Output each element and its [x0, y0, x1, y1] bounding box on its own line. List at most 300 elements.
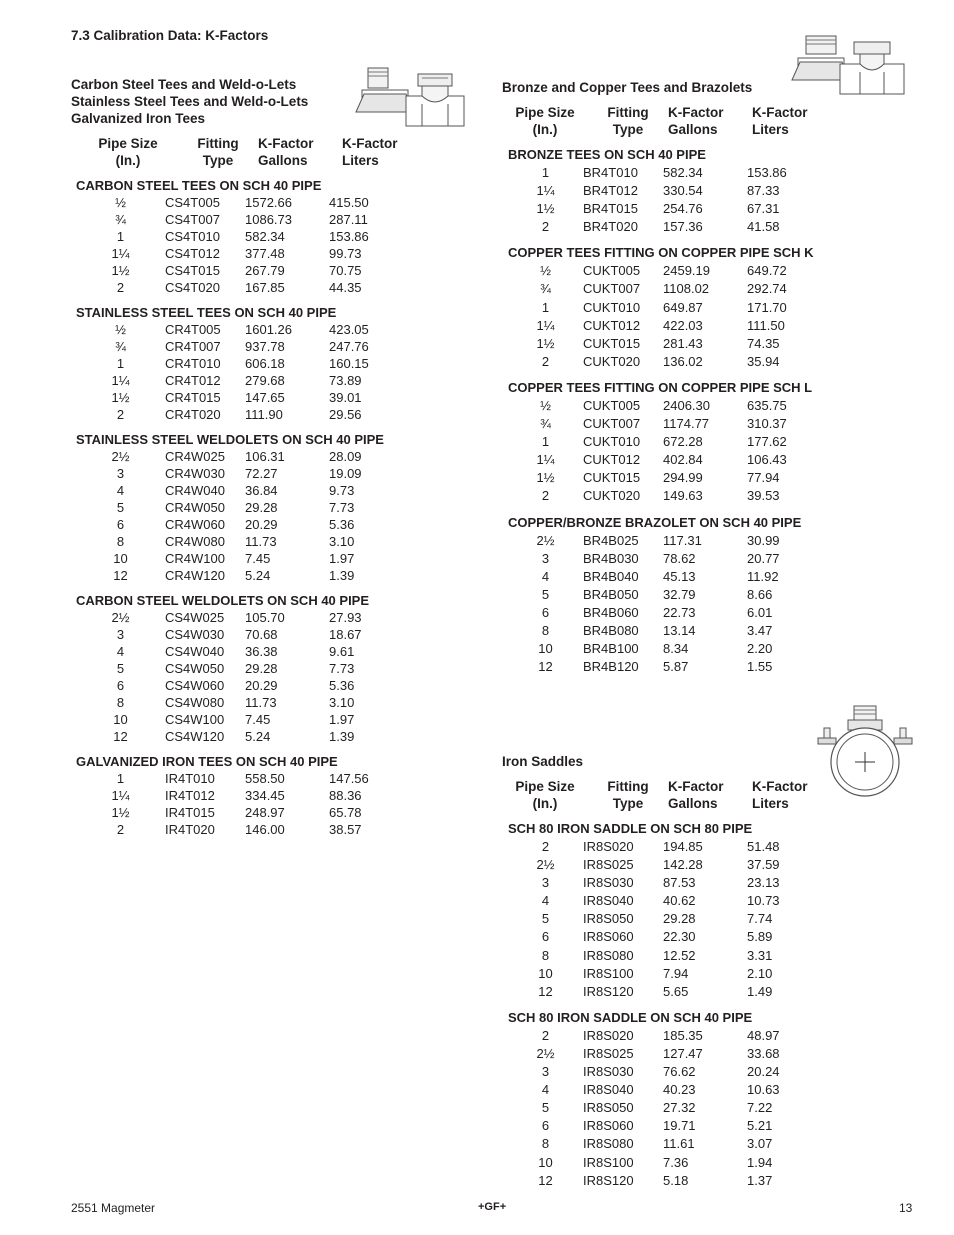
k-factor-liters-cell: 10.63: [747, 1082, 780, 1098]
k-factor-liters-cell: 1.94: [747, 1154, 773, 1170]
pipe-size-cell: 5: [541, 911, 550, 927]
pipe-size-cell: 1½: [111, 390, 130, 405]
k-factor-liters-cell: 73.89: [329, 373, 362, 388]
fitting-type-cell: CR4W060: [165, 517, 225, 532]
pipe-size-cell: ½: [115, 322, 126, 337]
k-factor-liters-cell: 33.68: [747, 1045, 780, 1061]
fitting-type-cell: CR4W100: [165, 551, 225, 566]
k-factor-liters-cell: 1.55: [747, 659, 773, 675]
column-header-line: Gallons: [668, 796, 718, 811]
fitting-type-cell: BR4T010: [583, 165, 638, 180]
pipe-size-cell: 1¼: [536, 452, 555, 468]
k-factor-liters-cell: 3.07: [747, 1136, 773, 1152]
table-group: [71, 431, 511, 584]
table-group: [71, 592, 511, 745]
table-row: [76, 499, 511, 516]
k-factor-gallons-cell: 40.23: [663, 1082, 696, 1098]
column-header-line: Fitting: [607, 779, 649, 794]
column-header: [78, 135, 178, 169]
iron-saddle-illustration: [814, 704, 914, 798]
table-row: [76, 533, 511, 550]
column-header-line: Liters: [342, 153, 379, 168]
table-row: [508, 1099, 942, 1117]
column-header: [588, 104, 668, 138]
pipe-size-cell: 2: [116, 280, 125, 295]
k-factor-gallons-cell: 27.32: [663, 1100, 696, 1116]
fitting-type-cell: CUKT010: [583, 434, 641, 450]
k-factor-gallons-cell: 7.94: [663, 965, 689, 981]
fitting-type-cell: IR8S100: [583, 1154, 634, 1170]
k-factor-gallons-cell: 402.84: [663, 452, 703, 468]
fitting-type-cell: CR4T005: [165, 322, 221, 337]
table-row: [508, 604, 942, 622]
fitting-type-cell: CUKT007: [583, 281, 641, 297]
pipe-size-cell: 2½: [536, 532, 555, 548]
table-group: [502, 244, 942, 371]
pipe-size-cell: 2½: [111, 449, 130, 464]
pipe-size-cell: 1: [541, 299, 550, 315]
fitting-type-cell: CS4T012: [165, 246, 220, 261]
table-row: [508, 280, 942, 298]
pipe-size-cell: 1: [116, 229, 125, 244]
fitting-type-cell: IR8S040: [583, 1082, 634, 1098]
column-header-line: Gallons: [258, 153, 308, 168]
column-header-line: K-Factor: [342, 136, 398, 151]
k-factor-gallons-cell: 142.28: [663, 857, 703, 873]
k-factor-liters-cell: 65.78: [329, 805, 362, 820]
fitting-type-cell: IR8S025: [583, 857, 634, 873]
column-header: [752, 104, 836, 138]
k-factor-gallons-cell: 582.34: [663, 165, 703, 180]
k-factor-gallons-cell: 167.85: [245, 280, 285, 295]
fitting-type-cell: CR4T012: [165, 373, 221, 388]
fitting-type-cell: IR4T020: [165, 822, 215, 837]
column-header: [668, 778, 752, 812]
k-factor-gallons-cell: 78.62: [663, 550, 696, 566]
k-factor-gallons-cell: 2406.30: [663, 397, 710, 413]
k-factor-gallons-cell: 7.45: [245, 551, 271, 566]
pipe-size-cell: 1½: [536, 201, 555, 217]
k-factor-liters-cell: 11.92: [747, 568, 779, 584]
table-row: [508, 164, 942, 182]
k-factor-liters-cell: 6.01: [747, 604, 773, 620]
table-row: [508, 200, 942, 218]
k-factor-liters-cell: 87.33: [747, 183, 780, 199]
k-factor-liters-cell: 7.73: [329, 661, 355, 676]
k-factor-liters-cell: 74.35: [747, 335, 780, 351]
pipe-size-cell: 8: [541, 1136, 550, 1152]
k-factor-liters-cell: 10.73: [747, 893, 780, 909]
footer-model: 2551 Magmeter: [71, 1201, 156, 1215]
group-title: STAINLESS STEEL TEES ON SCH 40 PIPE: [76, 305, 337, 320]
k-factor-gallons-cell: 582.34: [245, 229, 285, 244]
k-factor-liters-cell: 177.62: [747, 434, 787, 450]
footer-logo: +GF+: [478, 1201, 507, 1213]
table-row: [76, 389, 511, 406]
table-row: [76, 821, 511, 838]
fitting-type-cell: BR4B030: [583, 550, 639, 566]
table-row: [76, 338, 511, 355]
pipe-size-cell: 2: [541, 839, 550, 854]
k-factor-gallons-cell: 36.84: [245, 483, 278, 498]
pipe-size-cell: 3: [541, 1064, 550, 1080]
table-row: [508, 469, 942, 487]
k-factor-liters-cell: 67.31: [747, 201, 780, 217]
column-header: [502, 104, 588, 138]
k-factor-gallons-cell: 70.68: [245, 627, 278, 642]
k-factor-gallons-cell: 45.13: [663, 568, 696, 584]
k-factor-liters-cell: 153.86: [747, 165, 787, 180]
fitting-type-cell: CR4W050: [165, 500, 225, 515]
fitting-type-cell: IR8S060: [583, 1118, 634, 1134]
k-factor-liters-cell: 28.09: [329, 449, 362, 464]
table-row: [508, 1045, 942, 1063]
table-row: [508, 983, 942, 1001]
table-row: [76, 787, 511, 804]
k-factor-gallons-cell: 606.18: [245, 356, 285, 371]
k-factor-liters-cell: 3.10: [329, 534, 355, 549]
k-factor-liters-cell: 3.47: [747, 622, 773, 638]
fitting-type-cell: BR4B080: [583, 622, 639, 638]
pipe-size-cell: 1: [541, 165, 550, 180]
pipe-size-cell: 10: [113, 712, 128, 727]
k-factor-liters-cell: 111.50: [747, 317, 785, 333]
pipe-size-cell: 2: [541, 488, 550, 504]
k-factor-liters-cell: 7.73: [329, 500, 355, 515]
column-headers: [71, 135, 511, 169]
table-row: [508, 892, 942, 910]
group-title: COPPER TEES FITTING ON COPPER PIPE SCH L: [508, 379, 813, 395]
column-header-line: K-Factor: [752, 779, 808, 794]
column-header-line: K-Factor: [668, 105, 724, 120]
k-factor-gallons-cell: 5.87: [663, 659, 689, 675]
k-factor-gallons-cell: 29.28: [245, 500, 278, 515]
column-header: [342, 135, 426, 169]
pipe-size-cell: 12: [538, 983, 553, 999]
fitting-type-cell: CUKT015: [583, 335, 641, 351]
table-row: [508, 550, 942, 568]
table-row: [508, 856, 942, 874]
k-factor-liters-cell: 171.70: [747, 299, 787, 315]
table-row: [508, 415, 942, 433]
k-factor-liters-cell: 287.11: [329, 212, 368, 227]
pipe-size-cell: 2: [116, 822, 125, 837]
pipe-size-cell: 6: [541, 1118, 550, 1134]
table-row: [508, 182, 942, 200]
table-row: [508, 433, 942, 451]
table-row: [508, 947, 942, 965]
group-title: BRONZE TEES ON SCH 40 PIPE: [508, 147, 706, 162]
table-row: [508, 218, 942, 236]
table-row: [76, 228, 511, 245]
fitting-type-cell: CUKT007: [583, 416, 641, 432]
k-factor-gallons-cell: 117.31: [663, 532, 702, 548]
k-factor-gallons-cell: 36.38: [245, 644, 278, 659]
table-row: [76, 770, 511, 787]
group-title: CARBON STEEL TEES ON SCH 40 PIPE: [76, 178, 322, 193]
heading-line: Stainless Steel Tees and Weld-o-Lets: [71, 94, 309, 109]
table-row: [508, 299, 942, 317]
k-factor-liters-cell: 310.37: [747, 416, 787, 432]
k-factor-gallons-cell: 146.00: [245, 822, 285, 837]
k-factor-liters-cell: 7.74: [747, 911, 773, 927]
fitting-type-cell: IR4T010: [165, 771, 215, 786]
k-factor-gallons-cell: 20.29: [245, 517, 278, 532]
pipe-size-cell: 10: [538, 641, 553, 657]
fitting-type-cell: BR4B040: [583, 568, 639, 584]
pipe-size-cell: 1¼: [536, 317, 555, 333]
column-header-line: Pipe Size: [98, 136, 158, 151]
table-row: [76, 609, 511, 626]
fitting-type-cell: CUKT015: [583, 470, 641, 486]
fitting-type-cell: IR8S080: [583, 947, 634, 963]
table-row: [508, 397, 942, 415]
table-row: [508, 965, 942, 983]
fitting-type-cell: IR8S120: [583, 983, 634, 999]
pipe-size-cell: ½: [540, 263, 551, 279]
pipe-size-cell: ¾: [540, 281, 551, 297]
k-factor-liters-cell: 39.01: [329, 390, 362, 405]
k-factor-gallons-cell: 29.28: [663, 911, 696, 927]
fitting-type-cell: CS4T007: [165, 212, 220, 227]
fitting-type-cell: IR4T012: [165, 788, 215, 803]
k-factor-gallons-cell: 281.43: [663, 335, 703, 351]
fitting-type-cell: CS4W030: [165, 627, 225, 642]
fitting-type-cell: IR8S025: [583, 1045, 634, 1061]
k-factor-gallons-cell: 377.48: [245, 246, 285, 261]
k-factor-liters-cell: 7.22: [747, 1100, 773, 1116]
column-header-line: Fitting: [197, 136, 239, 151]
table-row: [508, 317, 942, 335]
k-factor-gallons-cell: 11.61: [663, 1136, 695, 1152]
column-header-line: Liters: [752, 796, 789, 811]
k-factor-liters-cell: 8.66: [747, 586, 773, 602]
fitting-type-cell: CS4T005: [165, 195, 220, 210]
fitting-type-cell: CR4T007: [165, 339, 221, 354]
column-header: [668, 104, 752, 138]
table-row: [76, 406, 511, 423]
page-number: 13: [899, 1201, 913, 1215]
pipe-size-cell: 1: [116, 771, 125, 786]
column-header-line: Type: [202, 153, 234, 168]
k-factor-gallons-cell: 422.03: [663, 317, 703, 333]
table-row: [508, 487, 942, 505]
k-factor-liters-cell: 1.37: [747, 1172, 773, 1188]
k-factor-gallons-cell: 7.36: [663, 1154, 689, 1170]
column-header: [258, 135, 342, 169]
k-factor-gallons-cell: 22.73: [663, 604, 696, 620]
column-header-line: K-Factor: [752, 105, 808, 120]
pipe-size-cell: 10: [113, 551, 128, 566]
pipe-size-cell: 4: [541, 893, 550, 909]
column-header-line: Liters: [752, 122, 789, 137]
fitting-type-cell: CS4W060: [165, 678, 225, 693]
right-top-column: [502, 79, 942, 676]
fitting-type-cell: CS4T010: [165, 229, 220, 244]
fitting-type-cell: CR4W080: [165, 534, 225, 549]
k-factor-liters-cell: 106.43: [747, 452, 787, 468]
fitting-type-cell: CUKT012: [583, 452, 641, 468]
k-factor-liters-cell: 41.58: [747, 219, 780, 235]
k-factor-liters-cell: 423.05: [329, 322, 369, 337]
table-row: [508, 532, 942, 550]
fitting-type-cell: BR4B050: [583, 586, 639, 602]
fitting-type-cell: CS4W040: [165, 644, 225, 659]
k-factor-gallons-cell: 157.36: [663, 219, 703, 235]
table-row: [508, 640, 942, 658]
table-group: [71, 753, 511, 838]
k-factor-liters-cell: 9.73: [329, 483, 355, 498]
k-factor-liters-cell: 1.97: [329, 712, 355, 727]
pipe-size-cell: 4: [541, 1082, 550, 1098]
table-row: [76, 279, 511, 296]
right-bottom-column: [502, 753, 942, 1190]
fitting-type-cell: CUKT012: [583, 317, 641, 333]
k-factor-liters-cell: 18.67: [329, 627, 362, 642]
table-row: [508, 1117, 942, 1135]
fitting-type-cell: CR4W030: [165, 466, 225, 481]
k-factor-gallons-cell: 11.73: [245, 534, 277, 549]
pipe-size-cell: 1: [116, 356, 125, 371]
column-header-line: Type: [612, 796, 644, 811]
k-factor-gallons-cell: 1086.73: [245, 212, 292, 227]
pipe-size-cell: ¾: [115, 339, 126, 354]
group-title: COPPER/BRONZE BRAZOLET ON SCH 40 PIPE: [508, 514, 802, 530]
column-header-line: K-Factor: [668, 779, 724, 794]
pipe-size-cell: 10: [538, 965, 553, 981]
k-factor-gallons-cell: 72.27: [245, 466, 278, 481]
k-factor-gallons-cell: 267.79: [245, 263, 285, 278]
k-factor-liters-cell: 5.36: [329, 517, 355, 532]
k-factor-liters-cell: 77.94: [747, 470, 780, 486]
pipe-size-cell: ½: [115, 195, 126, 210]
table-row: [508, 1063, 942, 1081]
table-row: [508, 1081, 942, 1099]
pipe-size-cell: 4: [541, 568, 550, 584]
group-title: SCH 80 IRON SADDLE ON SCH 80 PIPE: [508, 821, 753, 836]
column-header: [502, 778, 588, 812]
fitting-type-cell: IR4T015: [165, 805, 215, 820]
pipe-size-cell: 8: [116, 695, 125, 710]
column-header-line: (In.): [532, 796, 558, 811]
pipe-size-cell: 8: [541, 622, 550, 638]
k-factor-liters-cell: 2.10: [747, 965, 773, 981]
pipe-size-cell: ¾: [115, 212, 126, 227]
table-group: [71, 304, 511, 423]
k-factor-liters-cell: 38.57: [329, 822, 362, 837]
k-factor-gallons-cell: 254.76: [663, 201, 703, 217]
column-header-line: Gallons: [668, 122, 718, 137]
pipe-size-cell: 12: [538, 1172, 553, 1188]
table-group: [502, 379, 942, 506]
table-row: [508, 874, 942, 892]
group-title: COPPER TEES FITTING ON COPPER PIPE SCH K: [508, 245, 814, 261]
fitting-type-cell: CR4W025: [165, 449, 225, 464]
table-row: [76, 677, 511, 694]
k-factor-liters-cell: 51.48: [747, 839, 780, 854]
k-factor-gallons-cell: 40.62: [663, 893, 696, 909]
pipe-size-cell: 10: [538, 1154, 553, 1170]
fitting-type-cell: CR4W120: [165, 568, 225, 583]
k-factor-gallons-cell: 147.65: [245, 390, 285, 405]
k-factor-gallons-cell: 127.47: [663, 1045, 703, 1061]
table-row: [76, 694, 511, 711]
table-row: [76, 626, 511, 643]
fitting-type-cell: IR8S030: [583, 875, 634, 891]
k-factor-gallons-cell: 106.31: [245, 449, 285, 464]
table-row: [76, 804, 511, 821]
section-title: 7.3 Calibration Data: K-Factors: [71, 28, 269, 43]
fitting-type-cell: IR8S030: [583, 1064, 634, 1080]
pipe-size-cell: 2: [541, 219, 550, 235]
table-row: [76, 262, 511, 279]
k-factor-liters-cell: 30.99: [747, 532, 780, 548]
pipe-size-cell: 1½: [536, 335, 555, 351]
pipe-size-cell: 4: [116, 644, 125, 659]
table-row: [508, 1027, 942, 1045]
table-row: [76, 465, 511, 482]
k-factor-gallons-cell: 5.65: [663, 983, 689, 999]
k-factor-gallons-cell: 22.30: [663, 929, 696, 945]
k-factor-gallons-cell: 649.87: [663, 299, 703, 315]
pipe-size-cell: ¾: [540, 416, 551, 432]
k-factor-gallons-cell: 185.35: [663, 1027, 703, 1043]
k-factor-gallons-cell: 111.90: [245, 407, 283, 422]
k-factor-gallons-cell: 558.50: [245, 771, 285, 786]
table-row: [508, 335, 942, 353]
pipe-size-cell: 1½: [111, 263, 130, 278]
k-factor-liters-cell: 1.49: [747, 983, 773, 999]
k-factor-gallons-cell: 32.79: [663, 586, 696, 602]
k-factor-gallons-cell: 330.54: [663, 183, 703, 199]
table-row: [76, 711, 511, 728]
fitting-type-cell: IR8S120: [583, 1172, 634, 1188]
k-factor-gallons-cell: 29.28: [245, 661, 278, 676]
fitting-type-cell: BR4T015: [583, 201, 638, 217]
table-row: [508, 658, 942, 676]
k-factor-liters-cell: 5.21: [747, 1118, 773, 1134]
k-factor-liters-cell: 1.39: [329, 568, 355, 583]
fitting-type-cell: CS4W100: [165, 712, 225, 727]
column-header-line: Pipe Size: [515, 105, 575, 120]
k-factor-liters-cell: 19.09: [329, 466, 362, 481]
k-factor-liters-cell: 35.94: [747, 353, 780, 369]
pipe-size-cell: 5: [116, 500, 125, 515]
fitting-type-cell: CS4T015: [165, 263, 220, 278]
fitting-type-cell: CS4T020: [165, 280, 220, 295]
pipe-size-cell: 1¼: [111, 373, 130, 388]
fitting-type-cell: CR4W040: [165, 483, 225, 498]
fitting-type-cell: CUKT020: [583, 488, 641, 504]
table-row: [508, 622, 942, 640]
k-factor-gallons-cell: 12.52: [663, 947, 696, 963]
fitting-type-cell: IR8S020: [583, 1027, 634, 1043]
column-header: [588, 778, 668, 812]
pipe-size-cell: 5: [116, 661, 125, 676]
pipe-size-cell: 1½: [111, 805, 130, 820]
table-row: [76, 321, 511, 338]
table-row: [76, 448, 511, 465]
pipe-size-cell: 1: [541, 434, 550, 450]
pipe-size-cell: 8: [116, 534, 125, 549]
k-factor-liters-cell: 1.39: [329, 729, 355, 744]
pipe-size-cell: 2: [541, 1027, 550, 1043]
heading-line: Carbon Steel Tees and Weld-o-Lets: [71, 77, 297, 92]
pipe-size-cell: 1¼: [536, 183, 555, 199]
pipe-size-cell: 8: [541, 947, 550, 963]
fitting-type-cell: CR4T020: [165, 407, 221, 422]
table-row: [76, 660, 511, 677]
